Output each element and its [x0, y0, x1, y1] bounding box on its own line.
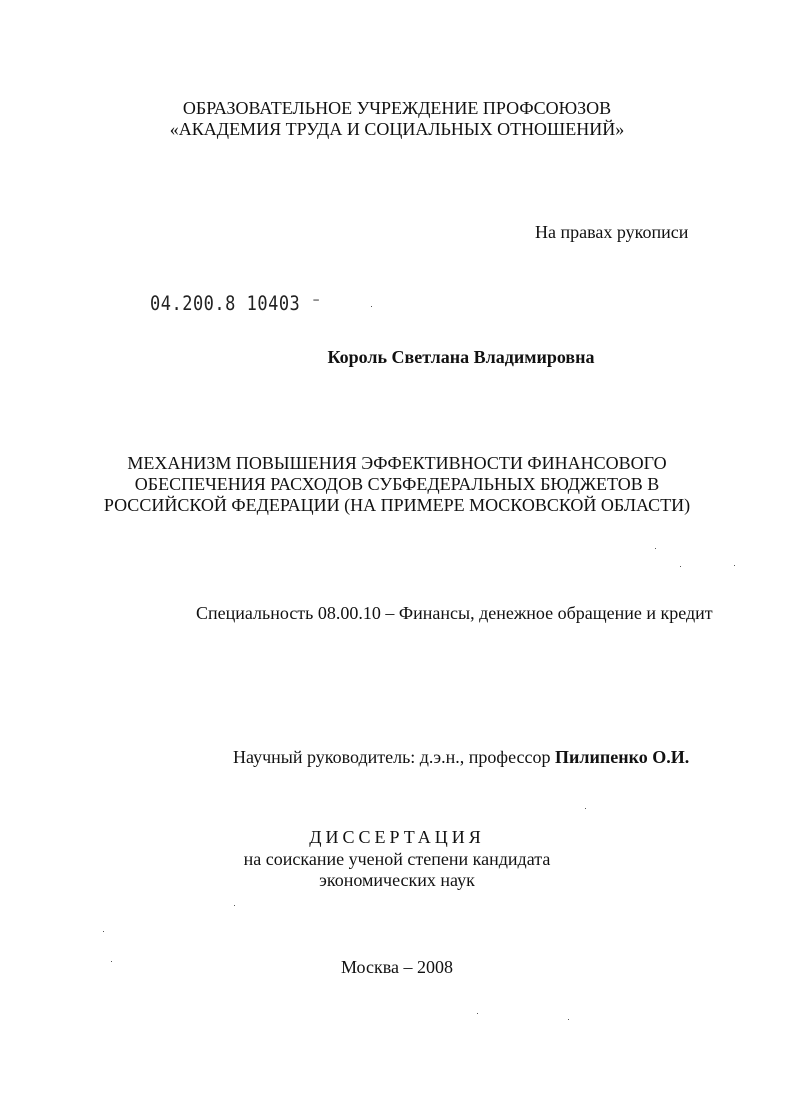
institution-line-2: «АКАДЕМИЯ ТРУДА И СОЦИАЛЬНЫХ ОТНОШЕНИЙ»: [169, 119, 625, 139]
title-line-1: МЕХАНИЗМ ПОВЫШЕНИЯ ЭФФЕКТИВНОСТИ ФИНАНСОВОГО: [127, 453, 667, 473]
scan-speck: [585, 808, 586, 809]
dissertation-heading: ДИССЕРТАЦИЯ: [309, 827, 485, 847]
author-name: Король Светлана Владимировна: [327, 347, 595, 367]
scan-speck: [734, 565, 735, 566]
scan-speck: [655, 548, 656, 549]
dissertation-line-2: экономических наук: [319, 870, 475, 890]
scan-speck: [234, 905, 235, 906]
place-year: Москва – 2008: [341, 957, 453, 977]
dissertation-line-1: на соискание ученой степени кандидата: [243, 849, 551, 869]
archive-number: 04.200.8 10403 ⁻: [150, 292, 322, 316]
scan-speck: [111, 961, 112, 962]
specialty: Специальность 08.00.10 – Финансы, денежное обращение и кредит: [196, 603, 713, 623]
supervisor: [233, 746, 689, 768]
scan-speck: [680, 566, 681, 567]
supervisor-prefix: Научный руководитель: д.э.н., профессор: [233, 747, 556, 767]
scan-speck: [371, 306, 372, 307]
scan-speck: [568, 1019, 569, 1020]
manuscript-note: На правах рукописи: [535, 222, 689, 242]
scan-speck: [477, 1013, 478, 1014]
archive-number-text: 04.200.8 10403: [150, 292, 301, 316]
title-line-2: ОБЕСПЕЧЕНИЯ РАСХОДОВ СУБФЕДЕРАЛЬНЫХ БЮДЖЕТОВ В: [134, 474, 660, 494]
title-line-3: РОССИЙСКОЙ ФЕДЕРАЦИИ (НА ПРИМЕРЕ МОСКОВСКОЙ ОБЛАСТИ): [103, 495, 691, 515]
scan-speck: [103, 931, 104, 932]
supervisor-name: Пилипенко О.И.: [555, 747, 690, 767]
institution-line-1: ОБРАЗОВАТЕЛЬНОЕ УЧРЕЖДЕНИЕ ПРОФСОЮЗОВ: [182, 98, 612, 118]
